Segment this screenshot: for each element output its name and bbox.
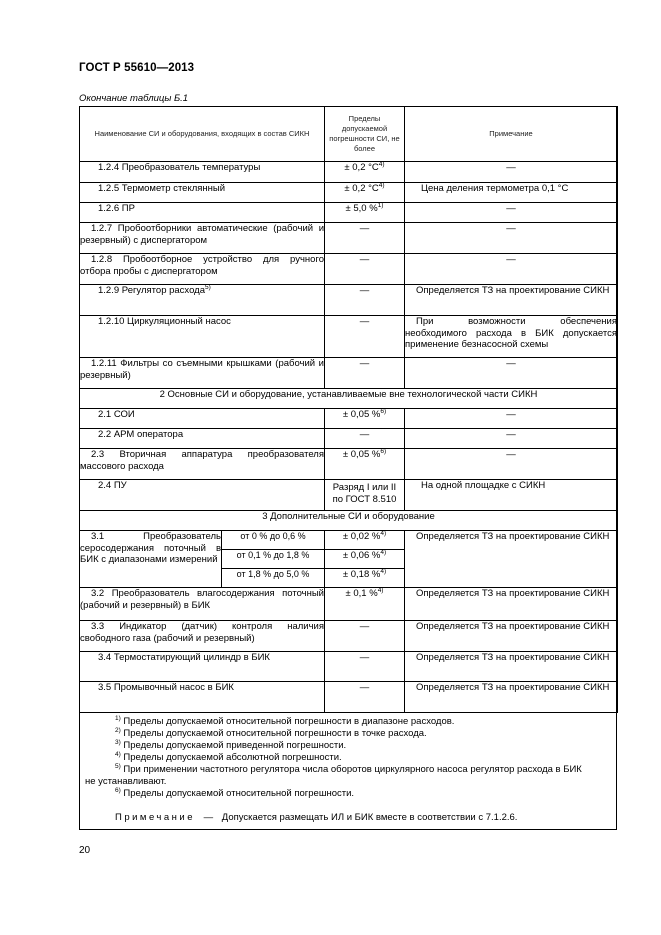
row-error: — (325, 682, 405, 713)
footnote (79, 716, 617, 728)
row-error: — (325, 316, 405, 358)
table-row (80, 588, 618, 621)
row-error: — (325, 223, 405, 254)
row-error: ± 0,06 % (342, 550, 381, 561)
row-error-sup: 4) (380, 530, 387, 537)
row-note: Определяется ТЗ на проектирование СИКН (405, 588, 618, 621)
row-name: 2.4 ПУ (98, 480, 127, 491)
range-cell: от 0 % до 0,6 % (222, 531, 325, 550)
row-note: — (405, 429, 618, 449)
row-name-sup: 5) (204, 284, 211, 291)
table-row (80, 429, 618, 449)
table-row (80, 203, 618, 223)
row-note: — (405, 162, 618, 183)
row-error: ± 0,2 °С (344, 183, 379, 194)
document-header: ГОСТ Р 55610—2013 (79, 62, 195, 74)
table-row (80, 409, 618, 429)
row-note: — (405, 409, 618, 429)
table-row (80, 254, 618, 285)
note-text: Допускается размещать ИЛ и БИК вместе в соответствии с 7.1.2.6. (221, 812, 518, 823)
footnote-text: Пределы допускаемой относительной погрешности. (123, 788, 355, 799)
row-error: — (325, 652, 405, 682)
table-row (80, 316, 618, 358)
row-error-sup: 4) (380, 549, 387, 556)
row-note: — (405, 223, 618, 254)
row-error-sup: 4) (380, 568, 387, 575)
row-note: Определяется ТЗ на проектирование СИКН (405, 652, 618, 682)
row-note: При возможности обеспечения необходимого расхода в БИК допускается применение безнасосной схемы (405, 316, 618, 358)
row-note: Определяется ТЗ на проектирование СИКН (405, 531, 618, 588)
table-note (79, 812, 617, 824)
footnotes-block (79, 716, 617, 824)
range-cell: от 1,8 % до 5,0 % (222, 569, 325, 588)
footnote-mark: 3) (115, 739, 121, 746)
footnote-text: Пределы допускаемой относительной погрешности в диапазоне расходов. (123, 716, 455, 727)
footnote (79, 728, 617, 740)
row-name: 1.2.4 Преобразователь температуры (98, 162, 261, 173)
row-name: 1.2.11 Фильтры со съемными крышками (рабочий и резервный) (80, 358, 325, 389)
note-dash: — (203, 812, 214, 823)
row-error: ± 5,0 % (345, 203, 378, 214)
row-name: 1.2.6 ПР (98, 203, 135, 214)
footnote (79, 752, 617, 764)
row-error-sup: 4) (377, 587, 384, 594)
row-error: — (325, 358, 405, 389)
row-error: ± 0,02 % (342, 531, 381, 542)
footnote-text: Пределы допускаемой абсолютной погрешности. (123, 752, 342, 763)
row-name: 3.5 Промывочный насос в БИК (98, 682, 234, 693)
table-caption: Окончание таблицы Б.1 (79, 93, 189, 104)
footnote-text: Пределы допускаемой относительной погрешности в точке расхода. (123, 728, 427, 739)
row-error: Разряд I или II по ГОСТ 8.510 (325, 480, 405, 511)
row-name: 1.2.8 Пробоотборное устройство для ручного отбора пробы с диспергатором (80, 254, 325, 285)
footnote-mark: 6) (115, 787, 121, 794)
row-error: ± 0,18 % (342, 569, 381, 580)
row-note: — (405, 358, 618, 389)
footnote-mark: 5) (115, 763, 121, 770)
row-name: 1.2.7 Пробоотборники автоматические (рабочий и резервный) с диспергатором (80, 223, 325, 254)
table-row (80, 285, 618, 316)
row-error-sup: 1) (377, 202, 384, 209)
table-header-row (80, 107, 618, 162)
row-name: 2.2 АРМ оператора (98, 429, 184, 440)
row-error: — (325, 285, 405, 316)
row-note: На одной площадке с СИКН (405, 480, 618, 511)
table-row (80, 183, 618, 203)
row-error: — (325, 429, 405, 449)
row-note: Определяется ТЗ на проектирование СИКН (405, 682, 618, 713)
section-3-title: 3 Дополнительные СИ и оборудование (80, 511, 618, 531)
row-name: 1.2.10 Циркуляционный насос (98, 316, 231, 327)
row-error-sup: 6) (380, 408, 387, 415)
table-row (80, 480, 618, 511)
col-header-note: Примечание (405, 107, 618, 162)
row-name: 3.2 Преобразователь влагосодержания поточный (рабочий и резервный) в БИК (80, 588, 325, 621)
row-error-sup: 6) (380, 448, 387, 455)
table-row (80, 223, 618, 254)
section-heading-row (80, 389, 618, 409)
table-row (80, 449, 618, 480)
row-name: 3.3 Индикатор (датчик) контроля наличия свободного газа (рабочий и резервный) (80, 621, 325, 652)
footnote (79, 764, 617, 776)
row-error: — (325, 621, 405, 652)
row-name: 3.1 Преобразователь серосодержания поточный в БИК с диапазонами измерений (80, 531, 222, 588)
row-name: 1.2.9 Регулятор расхода (98, 285, 205, 296)
row-error: ± 0,05 % (342, 449, 381, 460)
footnote-text: Пределы допускаемой приведенной погрешности. (123, 740, 347, 751)
page-number: 20 (79, 845, 91, 856)
row-name: 1.2.5 Термометр стеклянный (98, 183, 226, 194)
table-row (80, 682, 618, 713)
col-header-name: Наименование СИ и оборудования, входящих в состав СИКН (80, 107, 325, 162)
table-row (80, 162, 618, 183)
range-cell: от 0,1 % до 1,8 % (222, 550, 325, 569)
table-row (80, 531, 618, 550)
row-error: ± 0,05 % (342, 409, 381, 420)
row-note: — (405, 449, 618, 480)
row-error-sup: 4) (378, 161, 385, 168)
row-note: Цена деления термометра 0,1 °С (405, 183, 618, 203)
footnote-mark: 2) (115, 727, 121, 734)
row-note: Определяется ТЗ на проектирование СИКН (405, 285, 618, 316)
row-error: ± 0,2 °С (344, 162, 379, 173)
table-row (80, 358, 618, 389)
row-name: 3.4 Термостатирующий цилиндр в БИК (98, 652, 270, 663)
table-row (80, 621, 618, 652)
table-row (80, 652, 618, 682)
row-name: 2.1 СОИ (98, 409, 135, 420)
footnote (79, 788, 617, 800)
footnote-mark: 1) (115, 715, 121, 722)
footnote-mark: 4) (115, 751, 121, 758)
footnote (79, 740, 617, 752)
note-label: Примечание (115, 812, 195, 823)
col-header-error: Пределы допускаемой погрешности СИ, не более (325, 107, 405, 162)
footnote-continuation: не устанавливают. (85, 776, 167, 787)
row-name: 2.3 Вторичная аппаратура преобразователя массового расхода (80, 449, 325, 480)
row-error: — (325, 254, 405, 285)
row-note: Определяется ТЗ на проектирование СИКН (405, 621, 618, 652)
section-heading-row (80, 511, 618, 531)
row-note: — (405, 203, 618, 223)
section-2-title: 2 Основные СИ и оборудование, устанавливаемые вне технологической части СИКН (80, 389, 618, 409)
row-error-sup: 4) (378, 182, 385, 189)
specification-table (79, 106, 618, 713)
row-note: — (405, 254, 618, 285)
footnote-text: При применении частотного регулятора числа оборотов циркулярного насоса регулятор расхода в БИК (123, 764, 582, 775)
row-error: ± 0,1 % (345, 588, 378, 599)
